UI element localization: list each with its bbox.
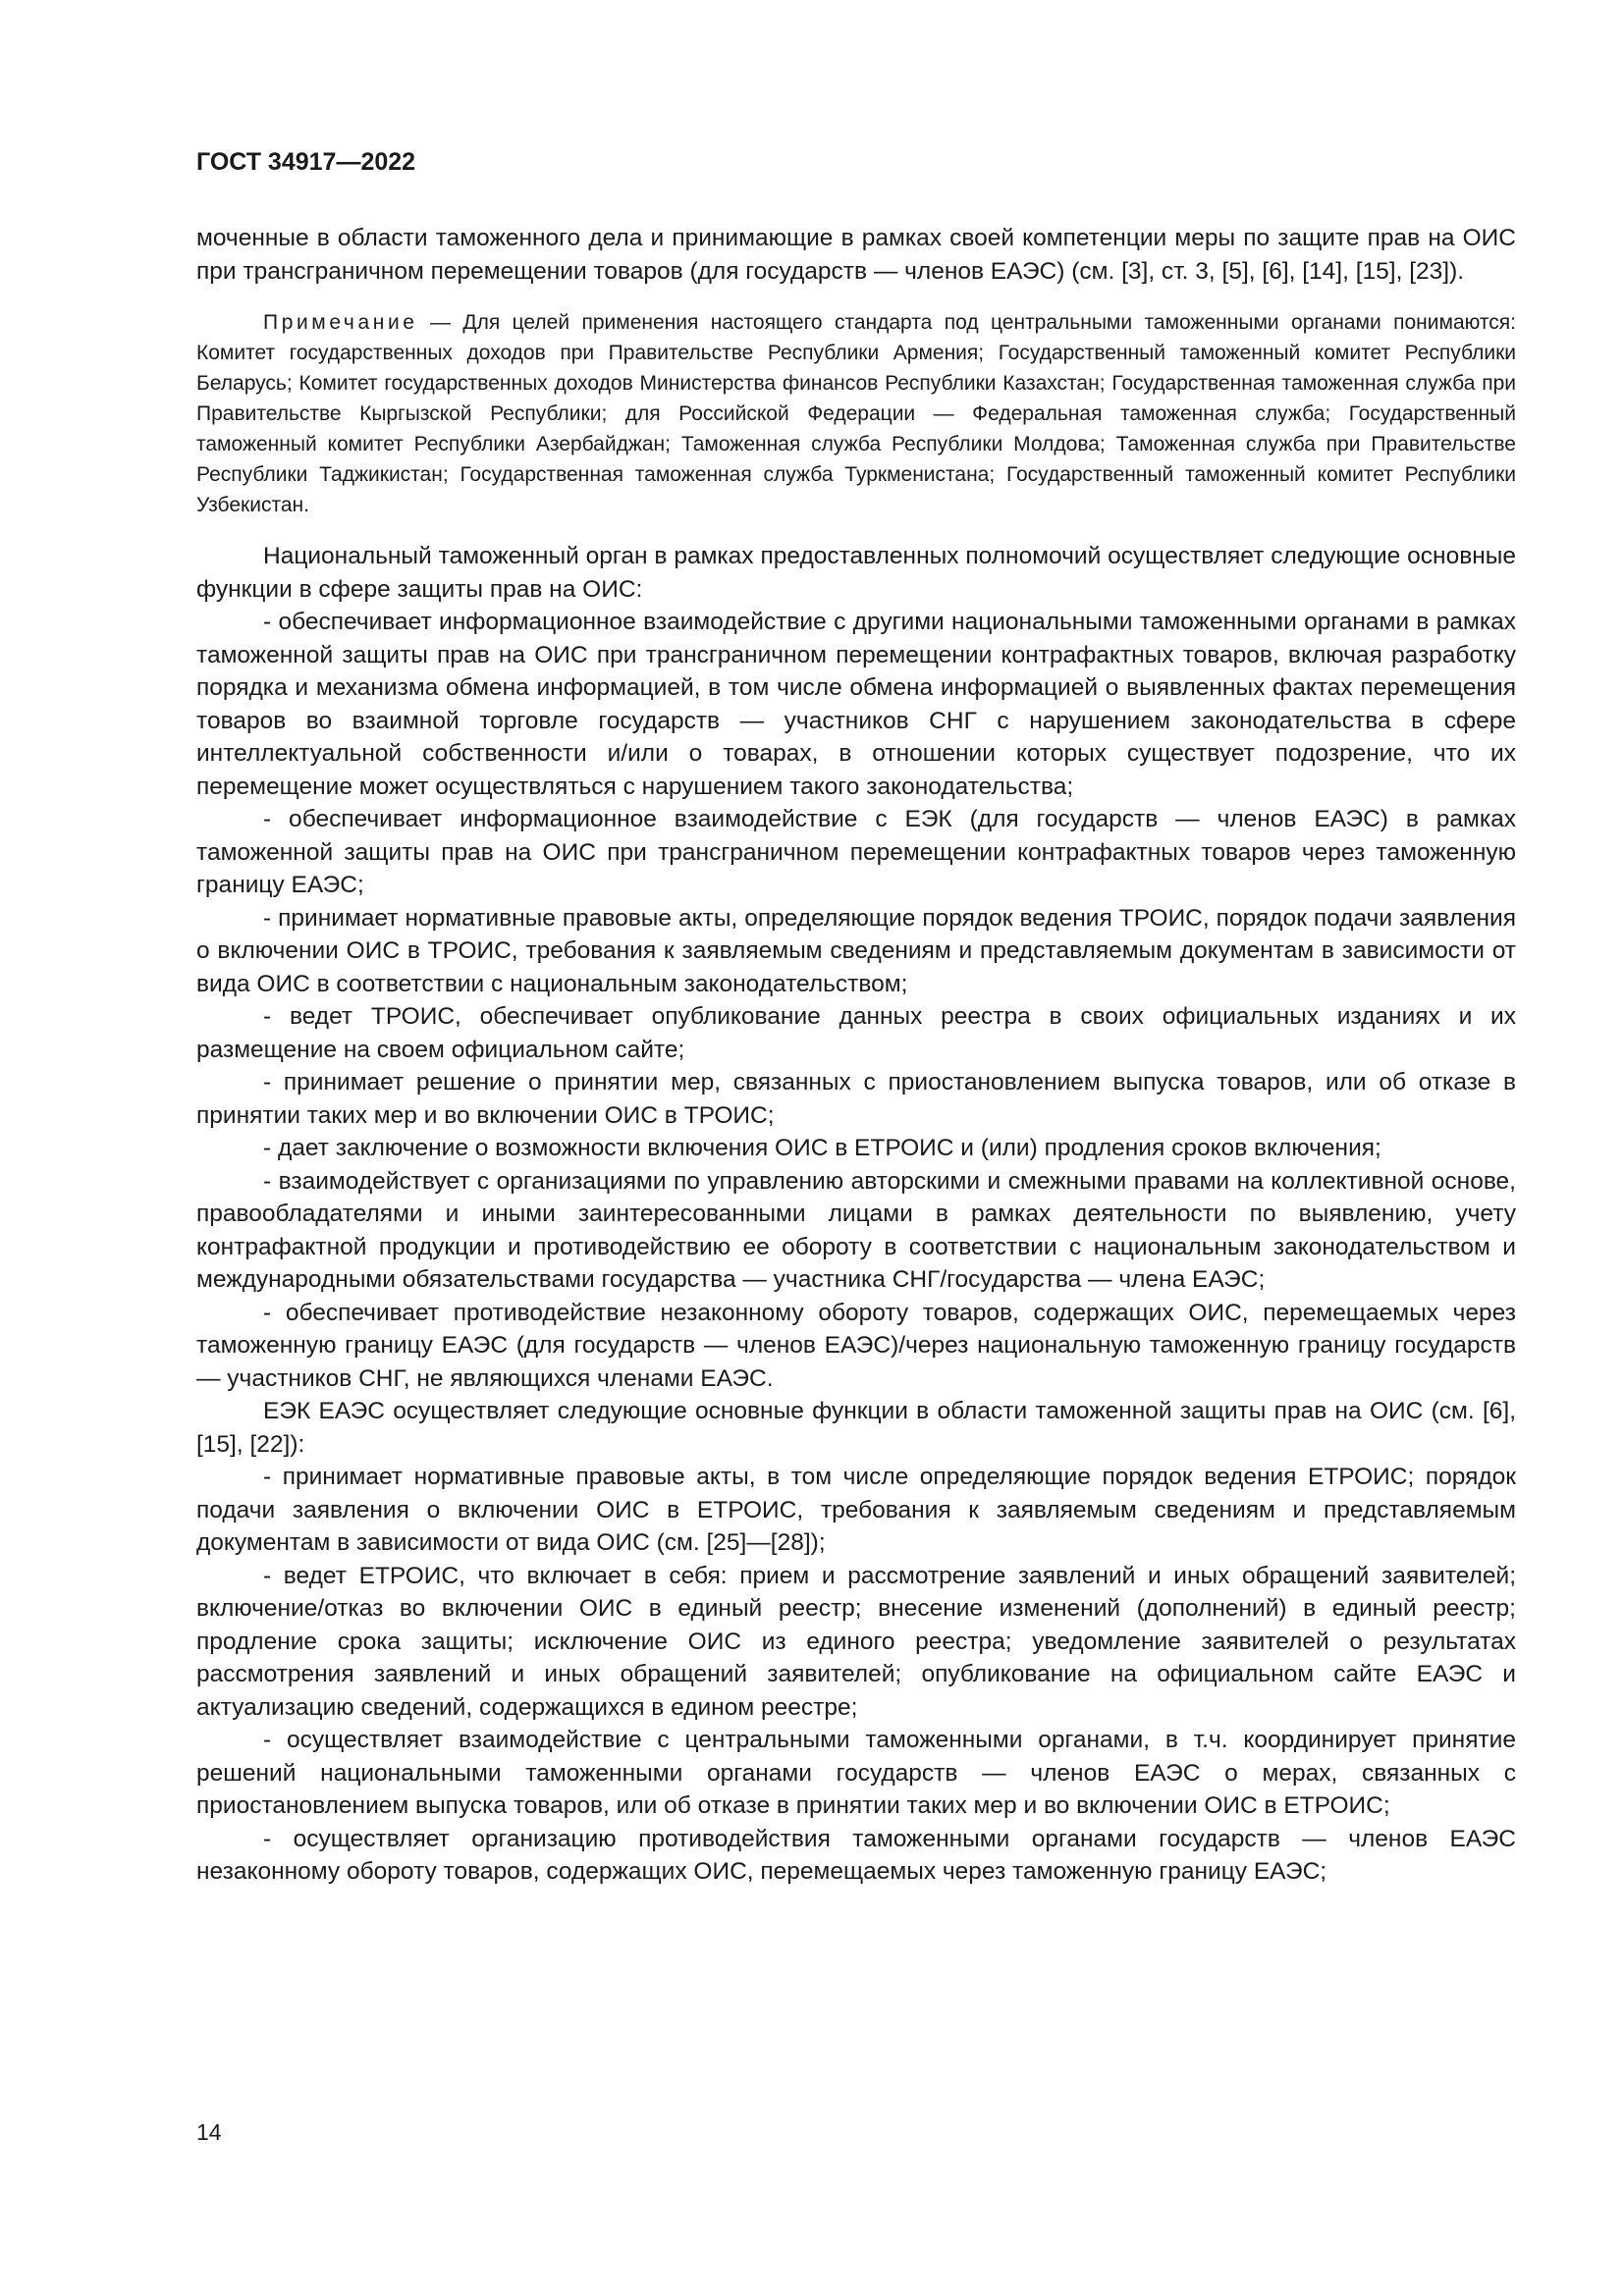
list-item: - обеспечивает информационное взаимодействие с ЕЭК (для государств — членов ЕАЭС) в рамках таможенной защиты прав на ОИС при трансграничном перемещении контрафактных товаров через таможенную границу ЕАЭС; [196, 806, 1516, 898]
list-item: - дает заключение о возможности включения ОИС в ЕТРОИС и (или) продления сроков включения; [263, 1135, 1381, 1161]
document-page [196, 147, 1516, 1889]
document-header: ГОСТ 34917—2022 [196, 148, 416, 176]
page-number: 14 [196, 2119, 222, 2145]
note-text: — Для целей применения настоящего стандарта под центральными таможенными органами понимаются: Комитет государственных доходов при Правительстве Республики Армения; Государственный таможенный комитет Республики Беларусь; Комитет государственных доходов Министерства финансов Республики Казахстан; Государственная таможенная служба при Правительстве Кыргызской Республики; для Российской Федерации — Федеральная таможенная служба; Государственный таможенный комитет Республики Азербайджан; Таможенная служба Республики Молдова; Таможенная служба при Правительстве Республики Таджикистан; Государственная таможенная служба Туркменистана; Государственный таможенный комитет Республики Узбекистан. [196, 311, 1516, 516]
list-item: - принимает нормативные правовые акты, определяющие порядок ведения ТРОИС, порядок подачи заявления о включении ОИС в ТРОИС, требования к заявляемым сведениям и представляемым документам в зависимости от вида ОИС в соответствии с национальным законодательством; [196, 904, 1516, 997]
list-item: - ведет ЕТРОИС, что включает в себя: прием и рассмотрение заявлений и иных обращений заявителей; включение/отказ во включении ОИС в единый реестр; внесение изменений (дополнений) в единый реестр; продление срока защиты; исключение ОИС из единого реестра; уведомление заявителей о результатах рассмотрения заявлений и иных обращений заявителей; опубликование на официальном сайте ЕАЭС и актуализацию сведений, содержащихся в едином реестре; [196, 1562, 1516, 1721]
list-item: - взаимодействует с организациями по управлению авторскими и смежными правами на коллективной основе, правообладателями и иными заинтересованными лицами в рамках деятельности по выявлению, учету контрафактной продукции и противодействию ее обороту в соответствии с национальным законодательством и международными обязательствами государства — участника СНГ/государства — члена ЕАЭС; [196, 1167, 1516, 1293]
intro-paragraph: моченные в области таможенного дела и принимающие в рамках своей компетенции меры по защите прав на ОИС при трансграничном перемещении товаров (для государств — членов ЕАЭС) (см. [3], ст. 3, [5], [6], [14], [15], [23]). [196, 225, 1516, 285]
list-item: - обеспечивает информационное взаимодействие с другими национальными таможенными органами в рамках таможенной защиты прав на ОИС при трансграничном перемещении контрафактных товаров, включая разработку порядка и механизма обмена информацией, в том числе обмена информацией о выявленных фактах перемещения товаров во взаимной торговле государств — участников СНГ с нарушением законодательства в сфере интеллектуальной собственности и/или о товарах, в отношении которых существует подозрение, что их перемещение может осуществляться с нарушением такого законодательства; [196, 609, 1516, 800]
list-item: - осуществляет организацию противодействия таможенными органами государств — членов ЕАЭС незаконному обороту товаров, содержащих ОИС, перемещаемых через таможенную границу ЕАЭС; [196, 1825, 1516, 1885]
note-label: Примечание [263, 311, 418, 334]
paragraph-functions-intro: Национальный таможенный орган в рамках предоставленных полномочий осуществляет следующие основные функции в сфере защиты прав на ОИС: [196, 543, 1516, 603]
list-item: - принимает решение о принятии мер, связанных с приостановлением выпуска товаров, или об отказе в принятии таких мер и во включении ОИС в ТРОИС; [196, 1069, 1516, 1129]
list-item: - обеспечивает противодействие незаконному обороту товаров, содержащих ОИС, перемещаемых через таможенную границу ЕАЭС (для государств — членов ЕАЭС)/через национальную таможенную границу государств — участников СНГ, не являющихся членами ЕАЭС. [196, 1299, 1516, 1392]
note-block [196, 307, 1516, 520]
document-body [196, 222, 1516, 1889]
list-item: - осуществляет взаимодействие с центральными таможенными органами, в т.ч. координирует принятие решений национальными таможенными органами государств — членов ЕАЭС о мерах, связанных с приостановлением выпуска товаров, или об отказе в принятии таких мер и во включении ОИС в ЕТРОИС; [196, 1727, 1516, 1819]
list-item: - принимает нормативные правовые акты, в том числе определяющие порядок ведения ЕТРОИС; порядок подачи заявления о включении ОИС в ЕТРОИС, требования к заявляемым сведениям и представляемым документам в зависимости от вида ОИС (см. [25]—[28]); [196, 1464, 1516, 1556]
list-item: - ведет ТРОИС, обеспечивает опубликование данных реестра в своих официальных изданиях и их размещение на своем официальном сайте; [196, 1003, 1516, 1063]
paragraph-eec-functions-intro: ЕЭК ЕАЭС осуществляет следующие основные функции в области таможенной защиты прав на ОИС (см. [6], [15], [22]): [196, 1398, 1516, 1458]
